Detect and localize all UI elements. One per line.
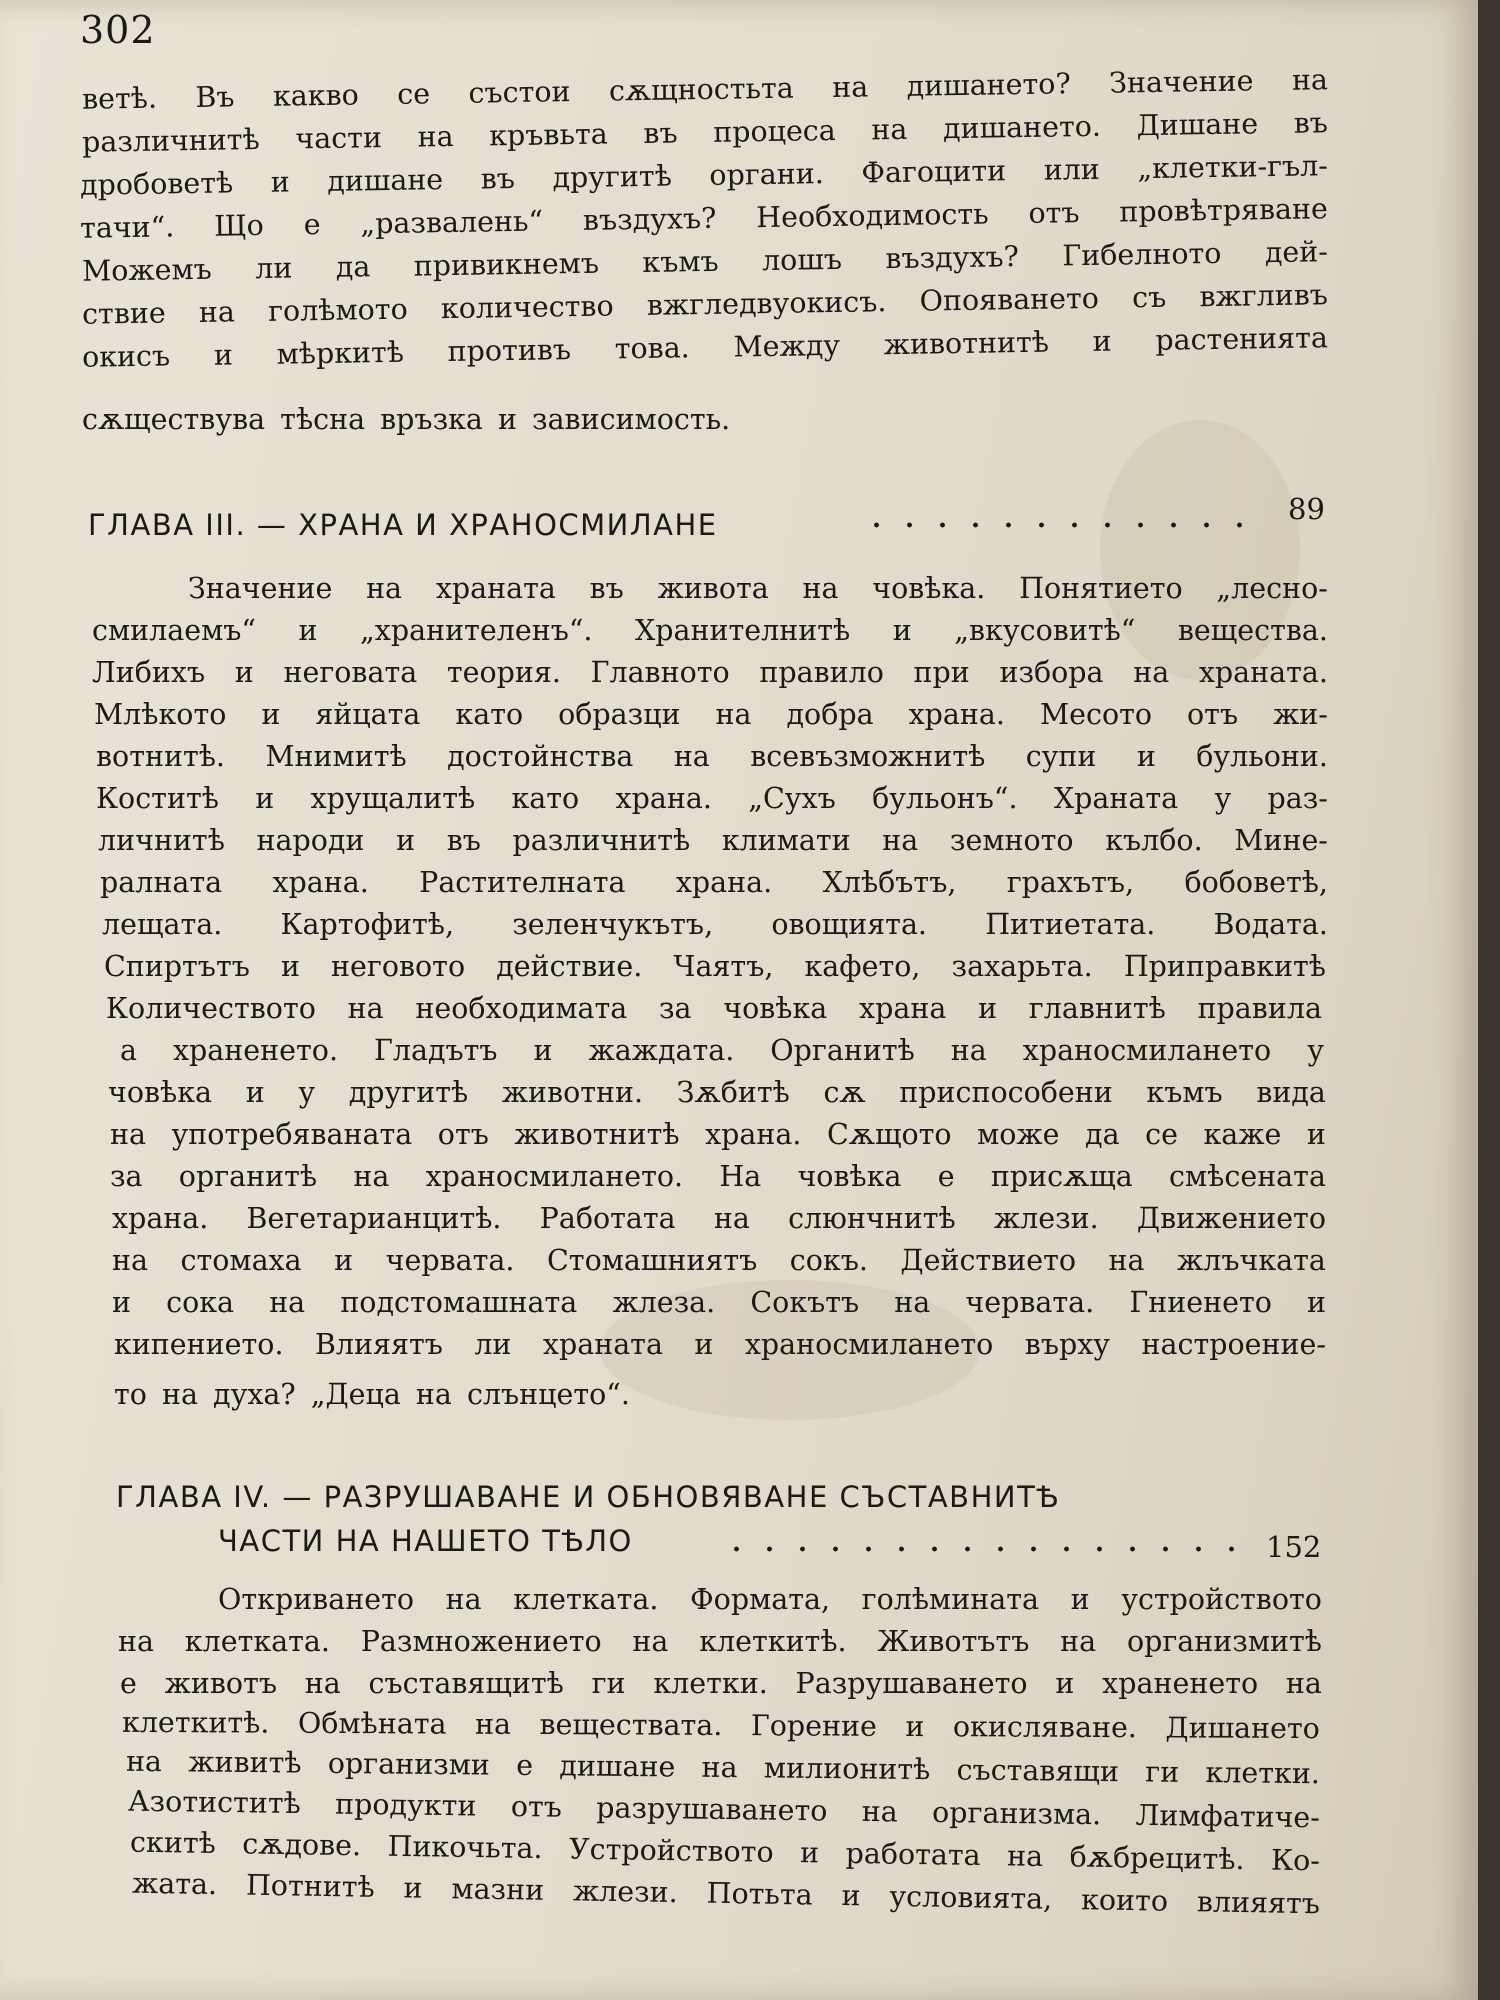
text-line: за органитѣ на храносмилането. На човѣка е присѫща смѣсената <box>110 1160 1326 1193</box>
text-line: Спиртътъ и неговото действие. Чаятъ, кафето, захарьта. Приправкитѣ <box>104 950 1326 983</box>
chapter-page-number: 89 <box>1288 492 1325 526</box>
text-line: смилаемъ“ и „хранителенъ“. Хранителнитѣ и „вкусовитѣ“ вещества. <box>92 614 1328 647</box>
text-line: вотнитѣ. Мнимитѣ достойнства на всевъзможнитѣ супи и бульони. <box>96 740 1328 773</box>
chapter-title: ГЛАВА III. — ХРАНА И ХРАНОСМИЛАНЕ <box>88 508 718 542</box>
text-line: е животъ на съставящитѣ ги клетки. Разрушаването и храненето на <box>120 1667 1322 1700</box>
text-line: на живитѣ организми е дишане на милионитѣ съставящи ги клетки. <box>125 1744 1321 1791</box>
text-line: личнитѣ народи и въ различнитѣ климати на земното кълбо. Мине- <box>98 824 1328 857</box>
text-line: клеткитѣ. Обмѣната на веществата. Горение и окисляване. Дишането <box>121 1705 1320 1746</box>
text-line: тачи“. Що е „развалень“ въздухъ? Необходимость отъ провѣтряване <box>79 192 1329 245</box>
text-line: Откриването на клетката. Формата, голѣмината и устройството <box>218 1583 1322 1616</box>
text-line: на употребяваната отъ животнитѣ храна. Сѫщото може да се каже и <box>110 1118 1326 1151</box>
text-line: Азотиститѣ продукти отъ разрушаването на организма. Лимфатиче- <box>127 1784 1321 1835</box>
text-line: окисъ и мѣркитѣ противъ това. Между животнитѣ и растенията <box>81 321 1329 374</box>
text-line: Можемъ ли да привикнемъ къмъ лошъ въздухъ? Гибелното дей- <box>81 235 1329 288</box>
text-line: то на духа? „Деца на слънцето“. <box>114 1378 630 1411</box>
text-line: и сока на подстомашната жлеза. Сокътъ на червата. Гниенето и <box>112 1286 1326 1319</box>
text-line: а храненето. Гладътъ и жаждата. Органитѣ на храносмилането у <box>120 1034 1324 1067</box>
text-line: жата. Потнитѣ и мазни жлези. Потьта и условията, които влияятъ <box>131 1866 1321 1921</box>
text-line: различнитѣ части на кръвьта въ процеса на дишането. Дишане въ <box>81 106 1329 159</box>
text-line: Значение на храната въ живота на човѣка. Понятието „лесно- <box>188 572 1328 605</box>
text-line: Либихъ и неговата теория. Главното правило при избора на храната. <box>92 656 1328 689</box>
page-number: 302 <box>80 8 156 52</box>
text-line: Коститѣ и хрущалитѣ като храна. „Сухъ бульонъ“. Храната у раз- <box>96 782 1328 815</box>
text-line: на клетката. Размножението на клеткитѣ. Животътъ на организмитѣ <box>118 1625 1322 1658</box>
text-line: дробоветѣ и дишане въ другитѣ органи. Фагоцити или „клетки-гъл- <box>79 149 1329 202</box>
text-line: ралната храна. Растителната храна. Хлѣбътъ, грахътъ, бобоветѣ, <box>100 866 1328 899</box>
dot-leader <box>720 1546 1240 1552</box>
dot-leader <box>860 522 1260 528</box>
chapter-title-continued: ЧАСТИ НА НАШЕТО ТѢЛО <box>218 1524 633 1558</box>
text-line: човѣка и у другитѣ животни. Зѫбитѣ сѫ приспособени къмъ вида <box>108 1076 1326 1109</box>
chapter-page-number: 152 <box>1266 1530 1322 1564</box>
text-line: ствие на голѣмото количество вжгледвуокисъ. Опояването съ вжгливъ <box>81 278 1329 331</box>
text-line: ветѣ. Въ какво се състои сѫщностьта на дишането? Значение на <box>81 63 1329 116</box>
text-line: кипението. Влияятъ ли храната и храносмилането върху настроение- <box>114 1328 1326 1361</box>
chapter-title: ГЛАВА IV. — РАЗРУШАВАНЕ И ОБНОВЯВАНЕ СЪСТАВНИТѢ <box>116 1480 1061 1514</box>
text-line: на стомаха и червата. Стомашниятъ сокъ. Действието на жлъчката <box>112 1244 1326 1277</box>
text-line: лещата. Картофитѣ, зеленчукътъ, овощията. Питиетата. Водата. <box>102 908 1328 941</box>
text-line: Млѣкото и яйцата като образци на добра храна. Месото отъ жи- <box>94 698 1328 731</box>
text-line: храна. Вегетарианцитѣ. Работата на слюнчнитѣ жлези. Движението <box>112 1202 1326 1235</box>
text-line: скитѣ сѫдове. Пикочьта. Устройството и работата на бѫбрецитѣ. Ко- <box>129 1825 1321 1878</box>
text-line: Количеството на необходимата за човѣка храна и главнитѣ правила <box>106 992 1322 1025</box>
text-line: сѫществува тѣсна връзка и зависимость. <box>82 403 731 436</box>
